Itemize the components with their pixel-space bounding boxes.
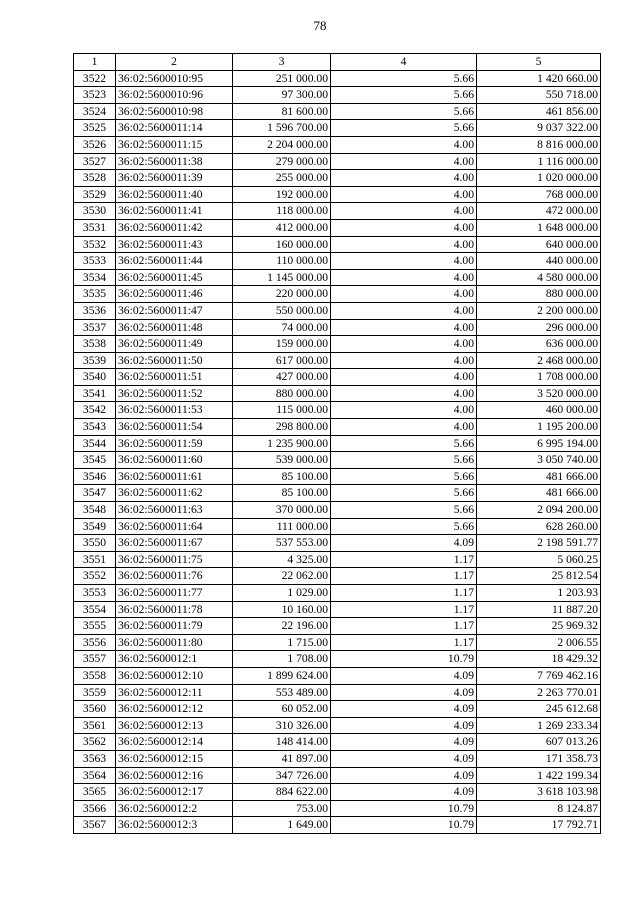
total-cell: 17 792.71 <box>477 817 601 834</box>
row-number-cell: 3532 <box>74 236 116 253</box>
row-number-cell: 3563 <box>74 750 116 767</box>
cadastral-number-cell: 36:02:5600011:39 <box>116 170 233 187</box>
table-row <box>74 219 601 236</box>
total-cell: 1 422 199.34 <box>477 767 601 784</box>
total-cell: 2 006.55 <box>477 634 601 651</box>
table-row <box>74 601 601 618</box>
cadastral-number-cell: 36:02:5600012:17 <box>116 784 233 801</box>
total-cell: 461 856.00 <box>477 103 601 120</box>
table-row <box>74 568 601 585</box>
row-number-cell: 3558 <box>74 667 116 684</box>
row-number-cell: 3533 <box>74 253 116 270</box>
value-cell: 1 715.00 <box>233 634 331 651</box>
table-row <box>74 336 601 353</box>
cadastral-number-cell: 36:02:5600010:96 <box>116 87 233 104</box>
value-cell: 884 622.00 <box>233 784 331 801</box>
rate-cell: 4.09 <box>331 767 477 784</box>
column-header-rate: 4 <box>331 54 477 71</box>
total-cell: 2 468 000.00 <box>477 352 601 369</box>
cadastral-number-cell: 36:02:5600011:75 <box>116 551 233 568</box>
total-cell: 3 618 103.98 <box>477 784 601 801</box>
value-cell: 1 596 700.00 <box>233 120 331 137</box>
rate-cell: 4.09 <box>331 734 477 751</box>
table-row <box>74 203 601 220</box>
row-number-cell: 3541 <box>74 385 116 402</box>
rate-cell: 5.66 <box>331 485 477 502</box>
value-cell: 110 000.00 <box>233 253 331 270</box>
table-row <box>74 120 601 137</box>
rate-cell: 4.00 <box>331 269 477 286</box>
cadastral-number-cell: 36:02:5600011:42 <box>116 219 233 236</box>
cadastral-number-cell: 36:02:5600012:1 <box>116 651 233 668</box>
cadastral-number-cell: 36:02:5600011:40 <box>116 186 233 203</box>
row-number-cell: 3550 <box>74 535 116 552</box>
rate-cell: 4.00 <box>331 253 477 270</box>
rate-cell: 4.00 <box>331 302 477 319</box>
rate-cell: 4.00 <box>331 352 477 369</box>
value-cell: 427 000.00 <box>233 369 331 386</box>
cadastral-number-cell: 36:02:5600011:45 <box>116 269 233 286</box>
column-header-total: 5 <box>477 54 601 71</box>
total-cell: 481 666.00 <box>477 468 601 485</box>
rate-cell: 5.66 <box>331 518 477 535</box>
rate-cell: 4.00 <box>331 385 477 402</box>
total-cell: 2 263 770.01 <box>477 684 601 701</box>
cadastral-number-cell: 36:02:5600011:52 <box>116 385 233 402</box>
rate-cell: 5.66 <box>331 468 477 485</box>
row-number-cell: 3559 <box>74 684 116 701</box>
rate-cell: 4.09 <box>331 701 477 718</box>
table-row <box>74 634 601 651</box>
rate-cell: 4.00 <box>331 219 477 236</box>
value-cell: 85 100.00 <box>233 485 331 502</box>
total-cell: 3 520 000.00 <box>477 385 601 402</box>
cadastral-number-cell: 36:02:5600012:14 <box>116 734 233 751</box>
total-cell: 2 200 000.00 <box>477 302 601 319</box>
row-number-cell: 3522 <box>74 70 116 87</box>
total-cell: 7 769 462.16 <box>477 667 601 684</box>
value-cell: 298 800.00 <box>233 419 331 436</box>
value-cell: 412 000.00 <box>233 219 331 236</box>
row-number-cell: 3567 <box>74 817 116 834</box>
table-row <box>74 70 601 87</box>
cadastral-number-cell: 36:02:5600011:44 <box>116 253 233 270</box>
rate-cell: 4.09 <box>331 717 477 734</box>
rate-cell: 1.17 <box>331 568 477 585</box>
table-body <box>74 70 601 833</box>
rate-cell: 4.09 <box>331 750 477 767</box>
rate-cell: 4.00 <box>331 236 477 253</box>
rate-cell: 5.66 <box>331 87 477 104</box>
value-cell: 880 000.00 <box>233 385 331 402</box>
cadastral-number-cell: 36:02:5600011:50 <box>116 352 233 369</box>
rate-cell: 4.00 <box>331 369 477 386</box>
value-cell: 370 000.00 <box>233 502 331 519</box>
column-header-cadastral-number: 2 <box>116 54 233 71</box>
cadastral-number-cell: 36:02:5600011:48 <box>116 319 233 336</box>
cadastral-number-cell: 36:02:5600011:54 <box>116 419 233 436</box>
row-number-cell: 3565 <box>74 784 116 801</box>
rate-cell: 4.00 <box>331 286 477 303</box>
cadastral-number-cell: 36:02:5600012:2 <box>116 800 233 817</box>
rate-cell: 5.66 <box>331 452 477 469</box>
row-number-cell: 3529 <box>74 186 116 203</box>
row-number-cell: 3562 <box>74 734 116 751</box>
total-cell: 1 420 660.00 <box>477 70 601 87</box>
row-number-cell: 3540 <box>74 369 116 386</box>
value-cell: 539 000.00 <box>233 452 331 469</box>
value-cell: 10 160.00 <box>233 601 331 618</box>
value-cell: 22 196.00 <box>233 618 331 635</box>
total-cell: 1 708 000.00 <box>477 369 601 386</box>
total-cell: 9 037 322.00 <box>477 120 601 137</box>
value-cell: 553 489.00 <box>233 684 331 701</box>
rate-cell: 5.66 <box>331 70 477 87</box>
rate-cell: 4.09 <box>331 684 477 701</box>
cadastral-number-cell: 36:02:5600011:77 <box>116 585 233 602</box>
table-row <box>74 302 601 319</box>
total-cell: 640 000.00 <box>477 236 601 253</box>
total-cell: 1 203.93 <box>477 585 601 602</box>
total-cell: 296 000.00 <box>477 319 601 336</box>
value-cell: 85 100.00 <box>233 468 331 485</box>
total-cell: 5 060.25 <box>477 551 601 568</box>
table-row <box>74 236 601 253</box>
cadastral-number-cell: 36:02:5600011:14 <box>116 120 233 137</box>
table-row <box>74 485 601 502</box>
cadastral-number-cell: 36:02:5600012:3 <box>116 817 233 834</box>
rate-cell: 10.79 <box>331 651 477 668</box>
total-cell: 628 260.00 <box>477 518 601 535</box>
value-cell: 617 000.00 <box>233 352 331 369</box>
row-number-cell: 3535 <box>74 286 116 303</box>
table-row <box>74 502 601 519</box>
cadastral-number-cell: 36:02:5600012:16 <box>116 767 233 784</box>
total-cell: 1 648 000.00 <box>477 219 601 236</box>
cadastral-number-cell: 36:02:5600011:78 <box>116 601 233 618</box>
row-number-cell: 3536 <box>74 302 116 319</box>
row-number-cell: 3546 <box>74 468 116 485</box>
table-row <box>74 701 601 718</box>
total-cell: 481 666.00 <box>477 485 601 502</box>
value-cell: 1 649.00 <box>233 817 331 834</box>
rate-cell: 4.00 <box>331 170 477 187</box>
row-number-cell: 3564 <box>74 767 116 784</box>
cadastral-number-cell: 36:02:5600011:46 <box>116 286 233 303</box>
value-cell: 1 708.00 <box>233 651 331 668</box>
table-row <box>74 435 601 452</box>
row-number-cell: 3560 <box>74 701 116 718</box>
total-cell: 8 124.87 <box>477 800 601 817</box>
cadastral-number-cell: 36:02:5600012:12 <box>116 701 233 718</box>
total-cell: 1 195 200.00 <box>477 419 601 436</box>
table-row <box>74 402 601 419</box>
total-cell: 2 198 591.77 <box>477 535 601 552</box>
table-row <box>74 684 601 701</box>
cadastral-number-cell: 36:02:5600011:51 <box>116 369 233 386</box>
total-cell: 1 269 233.34 <box>477 717 601 734</box>
value-cell: 279 000.00 <box>233 153 331 170</box>
total-cell: 11 887.20 <box>477 601 601 618</box>
total-cell: 8 816 000.00 <box>477 136 601 153</box>
value-cell: 753.00 <box>233 800 331 817</box>
rate-cell: 10.79 <box>331 817 477 834</box>
value-cell: 251 000.00 <box>233 70 331 87</box>
cadastral-number-cell: 36:02:5600011:80 <box>116 634 233 651</box>
rate-cell: 1.17 <box>331 618 477 635</box>
table-row <box>74 734 601 751</box>
cadastral-number-cell: 36:02:5600011:67 <box>116 535 233 552</box>
table-row <box>74 800 601 817</box>
cadastral-number-cell: 36:02:5600010:98 <box>116 103 233 120</box>
value-cell: 148 414.00 <box>233 734 331 751</box>
value-cell: 347 726.00 <box>233 767 331 784</box>
total-cell: 18 429.32 <box>477 651 601 668</box>
row-number-cell: 3525 <box>74 120 116 137</box>
rate-cell: 1.17 <box>331 634 477 651</box>
table-row <box>74 385 601 402</box>
table-row <box>74 784 601 801</box>
row-number-cell: 3527 <box>74 153 116 170</box>
cadastral-number-cell: 36:02:5600011:63 <box>116 502 233 519</box>
row-number-cell: 3561 <box>74 717 116 734</box>
total-cell: 4 580 000.00 <box>477 269 601 286</box>
table-row <box>74 269 601 286</box>
table-row <box>74 170 601 187</box>
row-number-cell: 3531 <box>74 219 116 236</box>
page-number: 78 <box>313 18 327 33</box>
total-cell: 550 718.00 <box>477 87 601 104</box>
table-row <box>74 186 601 203</box>
rate-cell: 4.00 <box>331 419 477 436</box>
total-cell: 636 000.00 <box>477 336 601 353</box>
row-number-cell: 3538 <box>74 336 116 353</box>
table-row <box>74 585 601 602</box>
cadastral-number-cell: 36:02:5600011:61 <box>116 468 233 485</box>
row-number-cell: 3528 <box>74 170 116 187</box>
cadastral-number-cell: 36:02:5600011:49 <box>116 336 233 353</box>
row-number-cell: 3526 <box>74 136 116 153</box>
cadastral-number-cell: 36:02:5600011:43 <box>116 236 233 253</box>
rate-cell: 4.09 <box>331 667 477 684</box>
cadastral-number-cell: 36:02:5600011:47 <box>116 302 233 319</box>
total-cell: 25 812.54 <box>477 568 601 585</box>
table-row <box>74 750 601 767</box>
value-cell: 1 029.00 <box>233 585 331 602</box>
value-cell: 220 000.00 <box>233 286 331 303</box>
value-cell: 4 325.00 <box>233 551 331 568</box>
table-row <box>74 551 601 568</box>
total-cell: 1 116 000.00 <box>477 153 601 170</box>
row-number-cell: 3543 <box>74 419 116 436</box>
cadastral-number-cell: 36:02:5600011:79 <box>116 618 233 635</box>
table-row <box>74 667 601 684</box>
cadastral-number-cell: 36:02:5600010:95 <box>116 70 233 87</box>
row-number-cell: 3547 <box>74 485 116 502</box>
cadastral-number-cell: 36:02:5600011:62 <box>116 485 233 502</box>
cadastral-number-cell: 36:02:5600011:60 <box>116 452 233 469</box>
table-row <box>74 103 601 120</box>
value-cell: 22 062.00 <box>233 568 331 585</box>
table-row <box>74 153 601 170</box>
row-number-cell: 3553 <box>74 585 116 602</box>
table-row <box>74 253 601 270</box>
cadastral-number-cell: 36:02:5600012:13 <box>116 717 233 734</box>
value-cell: 111 000.00 <box>233 518 331 535</box>
cadastral-number-cell: 36:02:5600011:15 <box>116 136 233 153</box>
cadastral-value-table <box>73 53 601 834</box>
row-number-cell: 3542 <box>74 402 116 419</box>
row-number-cell: 3556 <box>74 634 116 651</box>
cadastral-number-cell: 36:02:5600011:64 <box>116 518 233 535</box>
rate-cell: 5.66 <box>331 435 477 452</box>
row-number-cell: 3555 <box>74 618 116 635</box>
row-number-cell: 3544 <box>74 435 116 452</box>
value-cell: 160 000.00 <box>233 236 331 253</box>
value-cell: 1 145 000.00 <box>233 269 331 286</box>
column-header-value: 3 <box>233 54 331 71</box>
total-cell: 6 995 194.00 <box>477 435 601 452</box>
cadastral-number-cell: 36:02:5600011:76 <box>116 568 233 585</box>
rate-cell: 4.09 <box>331 784 477 801</box>
row-number-cell: 3549 <box>74 518 116 535</box>
table-row <box>74 352 601 369</box>
rate-cell: 5.66 <box>331 120 477 137</box>
table-row <box>74 319 601 336</box>
total-cell: 171 358.73 <box>477 750 601 767</box>
rate-cell: 4.00 <box>331 153 477 170</box>
total-cell: 3 050 740.00 <box>477 452 601 469</box>
row-number-cell: 3566 <box>74 800 116 817</box>
rate-cell: 1.17 <box>331 585 477 602</box>
table-row <box>74 419 601 436</box>
row-number-cell: 3524 <box>74 103 116 120</box>
row-number-cell: 3552 <box>74 568 116 585</box>
cadastral-number-cell: 36:02:5600012:11 <box>116 684 233 701</box>
value-cell: 115 000.00 <box>233 402 331 419</box>
rate-cell: 5.66 <box>331 103 477 120</box>
value-cell: 60 052.00 <box>233 701 331 718</box>
cadastral-number-cell: 36:02:5600011:59 <box>116 435 233 452</box>
row-number-cell: 3530 <box>74 203 116 220</box>
rate-cell: 4.00 <box>331 402 477 419</box>
table-row <box>74 535 601 552</box>
table-row <box>74 518 601 535</box>
total-cell: 1 020 000.00 <box>477 170 601 187</box>
value-cell: 74 000.00 <box>233 319 331 336</box>
table-row <box>74 618 601 635</box>
table-row <box>74 468 601 485</box>
rate-cell: 4.00 <box>331 319 477 336</box>
rate-cell: 1.17 <box>331 551 477 568</box>
cadastral-number-cell: 36:02:5600012:15 <box>116 750 233 767</box>
value-cell: 192 000.00 <box>233 186 331 203</box>
value-cell: 1 899 624.00 <box>233 667 331 684</box>
value-cell: 550 000.00 <box>233 302 331 319</box>
cadastral-number-cell: 36:02:5600011:38 <box>116 153 233 170</box>
row-number-cell: 3537 <box>74 319 116 336</box>
row-number-cell: 3551 <box>74 551 116 568</box>
rate-cell: 4.00 <box>331 336 477 353</box>
total-cell: 607 013.26 <box>477 734 601 751</box>
table-header-row <box>74 54 601 71</box>
value-cell: 81 600.00 <box>233 103 331 120</box>
value-cell: 118 000.00 <box>233 203 331 220</box>
value-cell: 537 553.00 <box>233 535 331 552</box>
table-row <box>74 136 601 153</box>
row-number-cell: 3548 <box>74 502 116 519</box>
total-cell: 440 000.00 <box>477 253 601 270</box>
row-number-cell: 3557 <box>74 651 116 668</box>
cadastral-number-cell: 36:02:5600012:10 <box>116 667 233 684</box>
value-cell: 255 000.00 <box>233 170 331 187</box>
table-row <box>74 817 601 834</box>
row-number-cell: 3539 <box>74 352 116 369</box>
total-cell: 245 612.68 <box>477 701 601 718</box>
rate-cell: 4.00 <box>331 136 477 153</box>
column-header-row-number: 1 <box>74 54 116 71</box>
row-number-cell: 3554 <box>74 601 116 618</box>
total-cell: 460 000.00 <box>477 402 601 419</box>
value-cell: 97 300.00 <box>233 87 331 104</box>
total-cell: 768 000.00 <box>477 186 601 203</box>
table-row <box>74 717 601 734</box>
table-row <box>74 369 601 386</box>
table-row <box>74 452 601 469</box>
rate-cell: 1.17 <box>331 601 477 618</box>
cadastral-number-cell: 36:02:5600011:41 <box>116 203 233 220</box>
table-row <box>74 651 601 668</box>
value-cell: 41 897.00 <box>233 750 331 767</box>
cadastral-number-cell: 36:02:5600011:53 <box>116 402 233 419</box>
total-cell: 472 000.00 <box>477 203 601 220</box>
row-number-cell: 3534 <box>74 269 116 286</box>
table-row <box>74 286 601 303</box>
value-cell: 2 204 000.00 <box>233 136 331 153</box>
row-number-cell: 3545 <box>74 452 116 469</box>
total-cell: 25 969.32 <box>477 618 601 635</box>
total-cell: 2 094 200.00 <box>477 502 601 519</box>
value-cell: 159 000.00 <box>233 336 331 353</box>
rate-cell: 4.00 <box>331 203 477 220</box>
rate-cell: 4.00 <box>331 186 477 203</box>
rate-cell: 4.09 <box>331 535 477 552</box>
table-row <box>74 767 601 784</box>
value-cell: 310 326.00 <box>233 717 331 734</box>
total-cell: 880 000.00 <box>477 286 601 303</box>
row-number-cell: 3523 <box>74 87 116 104</box>
value-cell: 1 235 900.00 <box>233 435 331 452</box>
table-row <box>74 87 601 104</box>
rate-cell: 10.79 <box>331 800 477 817</box>
rate-cell: 5.66 <box>331 502 477 519</box>
